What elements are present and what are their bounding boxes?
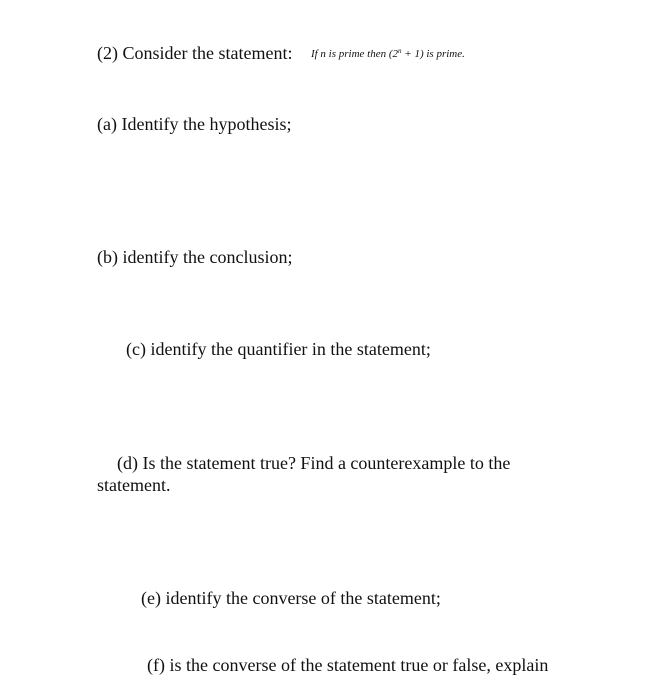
part-c-quantifier: (c) identify the quantifier in the statement; [126,339,431,359]
question-header [97,42,465,67]
statement-suffix: + 1) is prime. [401,48,465,60]
part-d-line-2: statement. [97,475,171,495]
part-a-hypothesis: (a) Identify the hypothesis; [97,114,292,134]
part-b-conclusion: (b) identify the conclusion; [97,247,293,267]
statement-text [311,48,465,60]
statement-prefix: If n is prime then (2 [310,48,399,60]
question-label: (2) Consider the statement: [97,43,293,63]
statement-exponent: n [398,47,402,55]
part-d-line-1: (d) Is the statement true? Find a counterexample to the [117,453,511,473]
part-e-converse: (e) identify the converse of the statement; [141,588,441,608]
part-f-converse-truth: (f) is the converse of the statement true or false, explain [147,655,549,675]
